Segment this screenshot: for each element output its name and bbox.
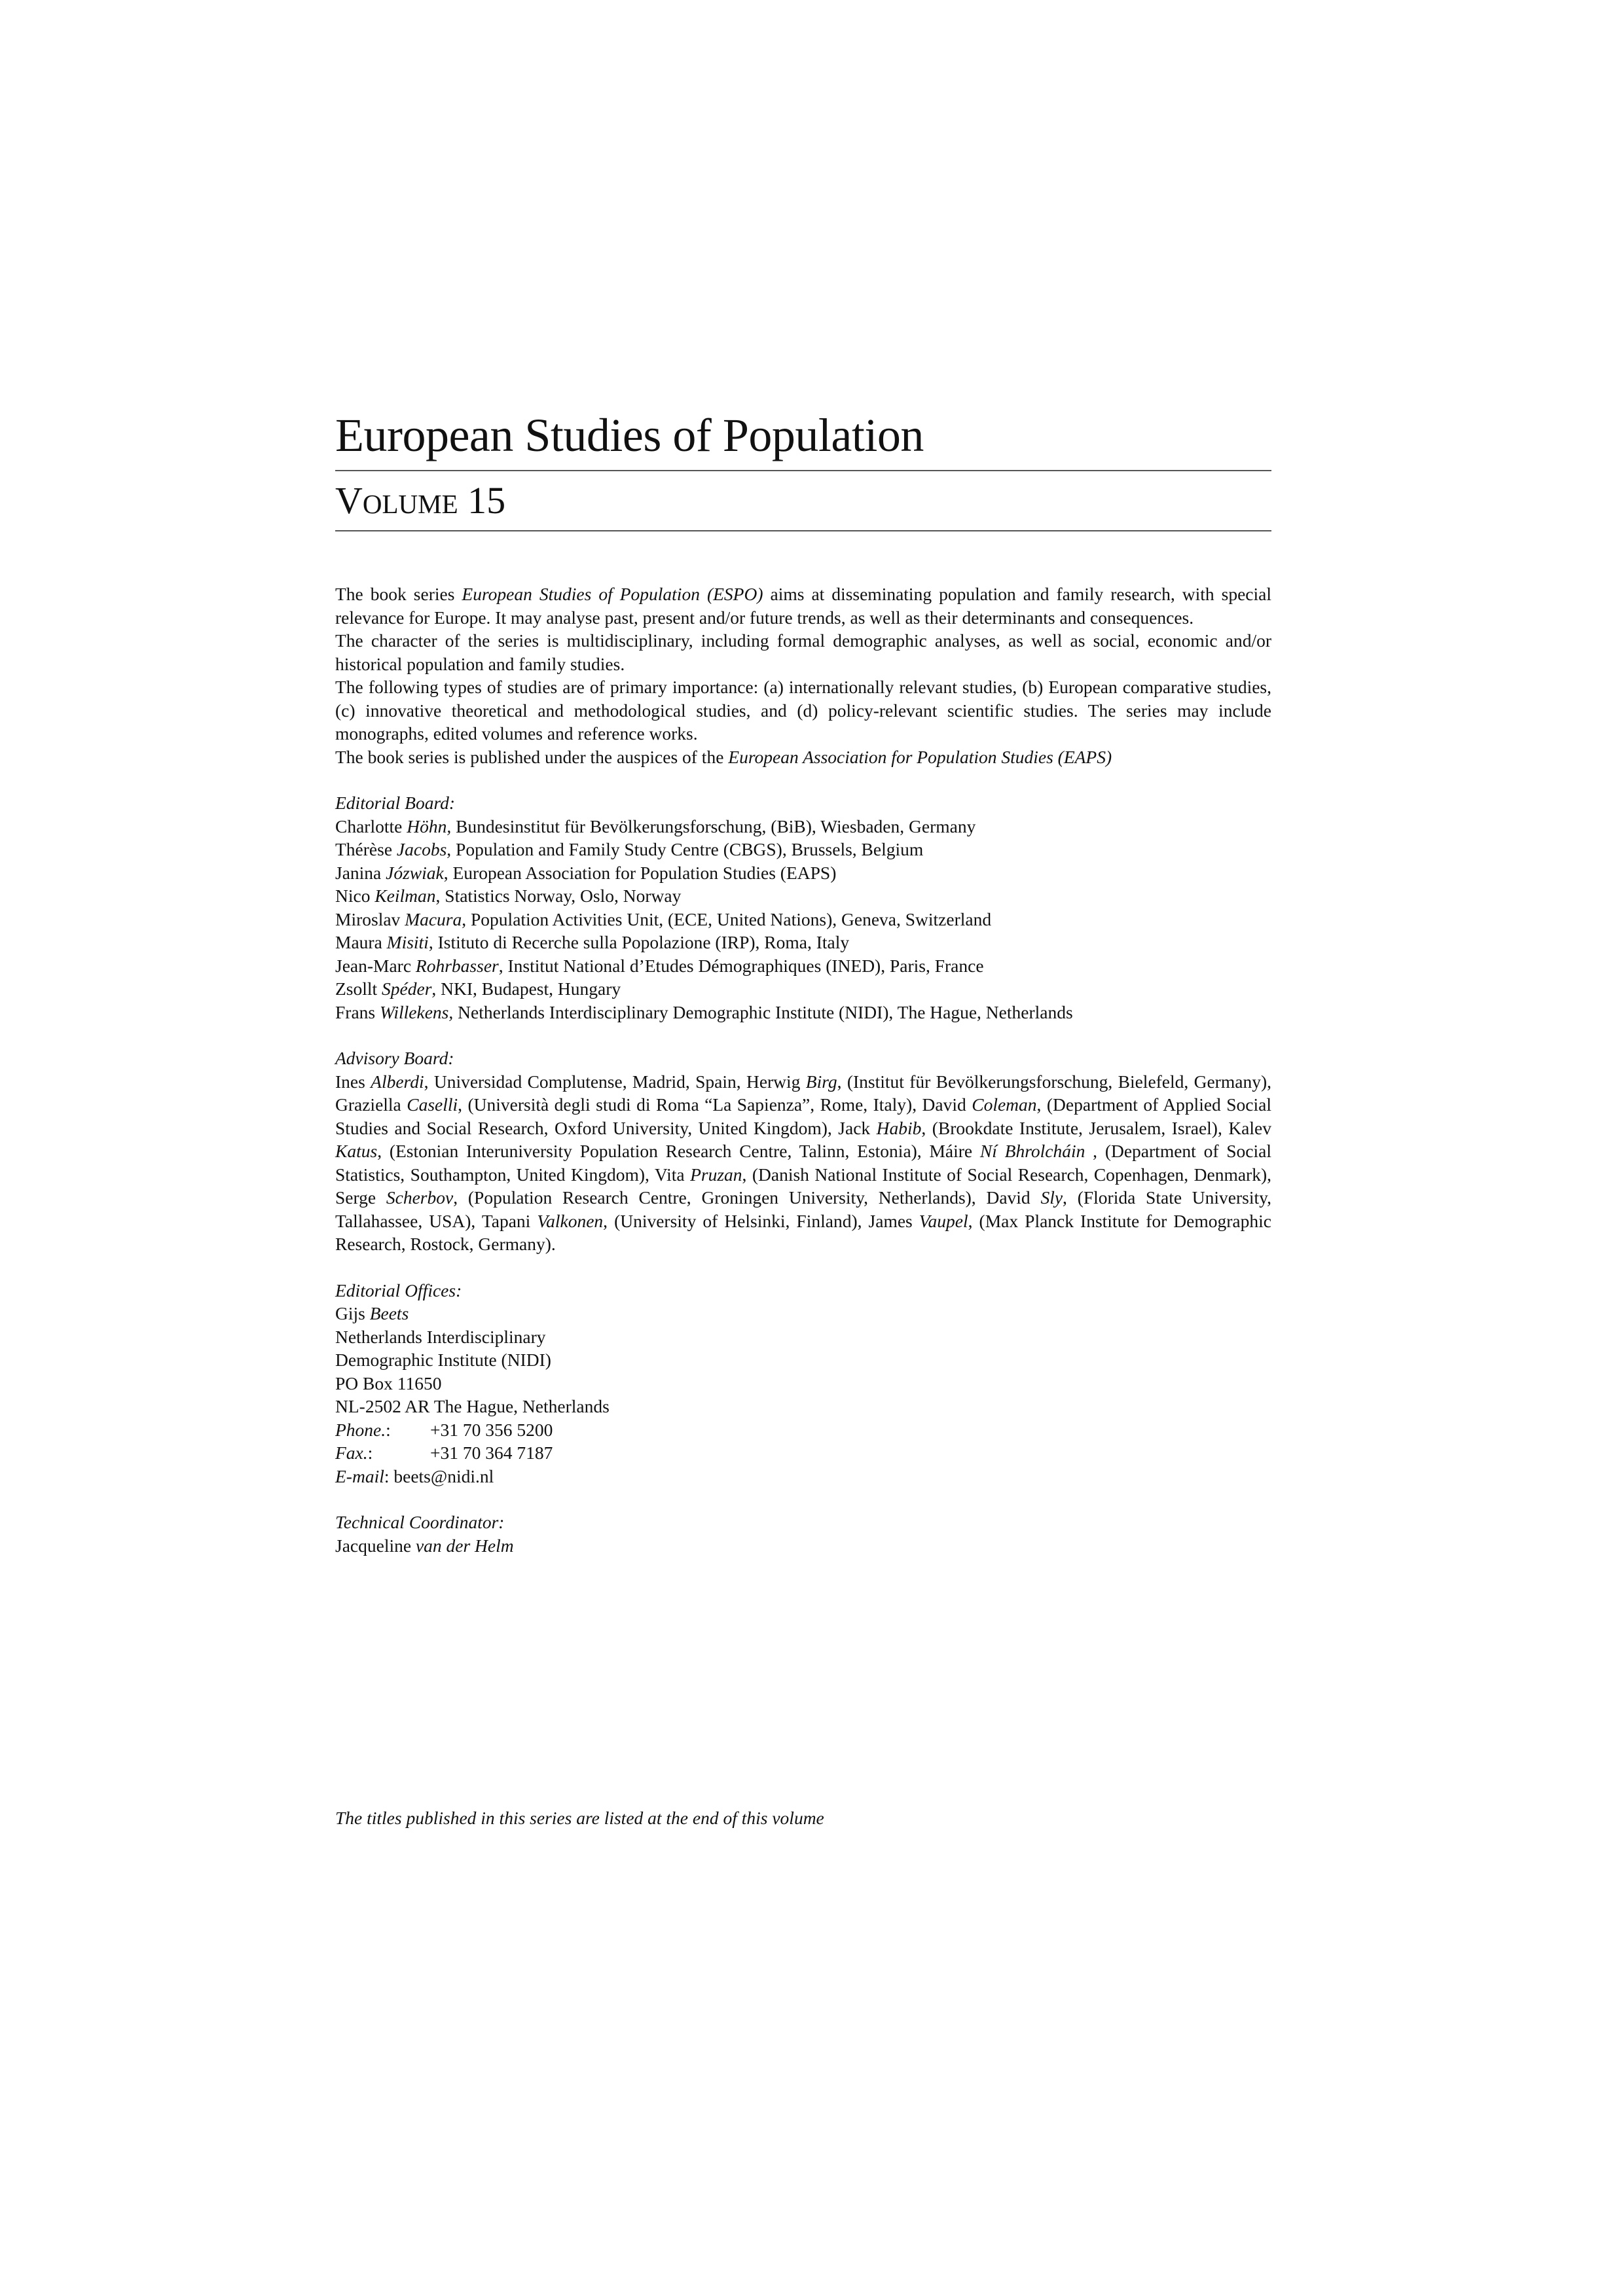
editorial-offices xyxy=(335,1279,1271,1488)
advisor-affiliation: , (Estonian Interuniversity Population Research Centre, Talinn, Estonia), xyxy=(377,1141,930,1161)
address-line: NL-2502 AR The Hague, Netherlands xyxy=(335,1396,610,1416)
advisor-affiliation: , (Population Research Centre, Groningen University, Netherlands), xyxy=(453,1187,987,1208)
series-page xyxy=(335,406,1271,1557)
member-first-name: Jean-Marc xyxy=(335,955,416,976)
member-first-name: Janina xyxy=(335,862,386,883)
advisor-first-name: David xyxy=(986,1187,1041,1208)
member-last-name: Keilman xyxy=(374,886,436,906)
intro-paragraph-2: The character of the series is multidisciplinary, including formal demographic analyses, as well as social, economic and/or historical population and family studies. xyxy=(335,630,1271,674)
fax-number: +31 70 364 7187 xyxy=(430,1443,553,1463)
advisor-last-name: Caselli xyxy=(407,1094,458,1115)
email-row xyxy=(335,1465,1271,1488)
series-titles-note: The titles published in this series are listed at the end of this volume xyxy=(335,1808,824,1828)
contact-first-name: Gijs xyxy=(335,1303,370,1323)
volume-label: Volume 15 xyxy=(335,479,506,522)
office-contact-name xyxy=(335,1302,1271,1325)
advisor-last-name: Habib xyxy=(876,1117,922,1138)
phone-number: +31 70 356 5200 xyxy=(430,1419,553,1440)
title-rule-bottom xyxy=(335,530,1271,531)
technical-coordinator xyxy=(335,1511,1271,1557)
advisor-first-name: James xyxy=(868,1210,919,1231)
member-last-name: Willekens, xyxy=(380,1001,454,1022)
series-description xyxy=(335,583,1271,768)
editorial-board-member xyxy=(335,977,1271,1001)
advisor-affiliation: , (Università degli studi di Roma “La Sapienza”, Rome, Italy), xyxy=(458,1094,922,1115)
member-first-name: Maura xyxy=(335,932,387,952)
address-line: PO Box 11650 xyxy=(335,1372,442,1393)
phone-row xyxy=(335,1418,1271,1442)
editorial-board-member xyxy=(335,931,1271,954)
advisor-first-name: Ines xyxy=(335,1071,371,1092)
member-last-name: Jacobs xyxy=(396,839,447,859)
intro-paragraph-3: The following types of studies are of primary importance: (a) internationally relevant studies, (b) European comparative studies, (c) innovative theoretical and methodological studies, and (d) policy-relevant scientific studies. The series may include monographs, edited volumes and reference works. xyxy=(335,677,1271,744)
intro-text: aims at disseminating population and family research, with special relevance for Europe. It may analyse past, present and/or future trends, as well as their determinants and consequences. xyxy=(335,584,1271,628)
title-rule-top xyxy=(335,470,1271,471)
address-line: Demographic Institute (NIDI) xyxy=(335,1350,551,1370)
editorial-board-list xyxy=(335,815,1271,1024)
coordinator-first-name: Jacqueline xyxy=(335,1535,416,1556)
advisor-last-name: Birg xyxy=(805,1071,837,1092)
editorial-board-member xyxy=(335,954,1271,978)
editorial-board-member xyxy=(335,884,1271,908)
member-affiliation: , Population and Family Study Centre (CBGS), Brussels, Belgium xyxy=(447,839,924,859)
fax-colon: : xyxy=(367,1443,373,1463)
advisor-first-name: Serge xyxy=(335,1187,386,1208)
advisory-board-list xyxy=(335,1070,1271,1256)
editorial-board xyxy=(335,791,1271,1024)
advisor-last-name: Valkonen xyxy=(537,1210,604,1231)
editorial-offices-label: Editorial Offices: xyxy=(335,1280,462,1300)
member-first-name: Charlotte xyxy=(335,816,407,836)
advisor-affiliation: , (University of Helsinki, Finland), xyxy=(603,1210,869,1231)
email-label: E-mail xyxy=(335,1465,384,1486)
technical-coordinator-name xyxy=(335,1534,1271,1558)
contact-last-name: Beets xyxy=(369,1303,409,1323)
phone-label-text: Phone. xyxy=(335,1419,386,1440)
fax-row xyxy=(335,1441,1271,1465)
advisor-first-name: Graziella xyxy=(335,1094,407,1115)
advisor-last-name: Ní Bhrolcháin xyxy=(979,1141,1085,1161)
member-last-name: Józwiak xyxy=(386,862,444,883)
intro-text: The book series is published under the auspices of the xyxy=(335,746,729,767)
advisory-board-label: Advisory Board: xyxy=(335,1048,454,1068)
editorial-board-member xyxy=(335,838,1271,861)
advisor-affiliation: , Universidad Complutense, Madrid, Spain, xyxy=(424,1071,746,1092)
advisor-last-name: Coleman xyxy=(972,1094,1037,1115)
phone-label xyxy=(335,1418,430,1442)
advisor-last-name: Sly xyxy=(1040,1187,1063,1208)
technical-coordinator-label: Technical Coordinator: xyxy=(335,1512,505,1532)
editorial-board-label: Editorial Board: xyxy=(335,793,456,813)
email-address[interactable]: : beets@nidi.nl xyxy=(384,1465,494,1486)
advisor-first-name: Vita xyxy=(654,1164,691,1185)
advisor-affiliation: , (Florida State University, Tallahassee, USA), xyxy=(335,1187,1271,1231)
editorial-board-member xyxy=(335,908,1271,931)
advisory-board xyxy=(335,1047,1271,1256)
advisor-last-name: Vaupel xyxy=(919,1210,968,1231)
fax-label xyxy=(335,1441,430,1465)
advisor-first-name: Herwig xyxy=(746,1071,806,1092)
member-affiliation: Netherlands Interdisciplinary Demographic Institute (NIDI), The Hague, Netherlands xyxy=(453,1001,1073,1022)
series-name-italic: European Studies of Population (ESPO) xyxy=(462,584,763,604)
series-title: European Studies of Population xyxy=(335,409,924,461)
member-affiliation: , Institut National d’Etudes Démographiques (INED), Paris, France xyxy=(498,955,984,976)
member-first-name: Nico xyxy=(335,886,375,906)
eaps-name-italic: European Association for Population Studies (EAPS) xyxy=(728,746,1112,767)
member-first-name: Thérèse xyxy=(335,839,397,859)
advisor-first-name: Jack xyxy=(838,1117,877,1138)
advisor-affiliation: , (Danish National Institute of Social Research, Copenhagen, Denmark), xyxy=(742,1164,1271,1185)
advisor-affiliation: , (Department of Applied Social Studies and Social Research, Oxford University, United Kingdom), xyxy=(335,1094,1271,1138)
member-affiliation: Bundesinstitut für Bevölkerungsforschung, (BiB), Wiesbaden, Germany xyxy=(451,816,976,836)
member-first-name: Frans xyxy=(335,1001,380,1022)
intro-paragraph-4 xyxy=(335,745,1271,769)
member-first-name: Miroslav xyxy=(335,908,405,929)
member-affiliation: , European Association for Population Studies (EAPS) xyxy=(443,862,837,883)
advisor-affiliation: , (Department of Social Statistics, Southampton, United Kingdom), xyxy=(335,1141,1272,1185)
member-last-name: Höhn, xyxy=(407,816,452,836)
editorial-board-member xyxy=(335,1001,1271,1024)
editorial-board-member xyxy=(335,861,1271,885)
member-last-name: Misiti xyxy=(386,932,429,952)
member-last-name: Spéder xyxy=(382,978,432,999)
member-last-name: Rohrbasser xyxy=(415,955,499,976)
member-affiliation: , Population Activities Unit, (ECE, United Nations), Geneva, Switzerland xyxy=(462,908,992,929)
advisor-affiliation: , (Brookdate Institute, Jerusalem, Israel), xyxy=(921,1117,1229,1138)
advisor-last-name: Scherbov xyxy=(386,1187,454,1208)
advisor-last-name: Alberdi xyxy=(371,1071,424,1092)
advisor-first-name: Tapani xyxy=(481,1210,538,1231)
member-affiliation: , Statistics Norway, Oslo, Norway xyxy=(435,886,682,906)
member-first-name: Zsollt xyxy=(335,978,382,999)
fax-label-text: Fax. xyxy=(335,1443,368,1463)
advisor-first-name: Kalev xyxy=(1228,1117,1271,1138)
advisor-last-name: Katus xyxy=(335,1141,378,1161)
member-last-name: Macura xyxy=(405,908,462,929)
intro-paragraph-1 xyxy=(335,583,1271,629)
advisor-first-name: David xyxy=(922,1094,972,1115)
member-affiliation: , Istituto di Recerche sulla Popolazione (IRP), Roma, Italy xyxy=(428,932,850,952)
coordinator-last-name: van der Helm xyxy=(415,1535,514,1556)
phone-colon: : xyxy=(386,1419,391,1440)
advisor-affiliation: , (Max Planck Institute for Demographic Research, Rostock, Germany). xyxy=(335,1210,1271,1254)
advisor-first-name: Máire xyxy=(929,1141,980,1161)
advisor-last-name: Pruzan xyxy=(690,1164,742,1185)
editorial-board-member xyxy=(335,815,1271,838)
address-line: Netherlands Interdisciplinary xyxy=(335,1326,546,1347)
intro-text: The book series xyxy=(335,584,462,604)
advisor-affiliation: , (Institut für Bevölkerungsforschung, Bielefeld, Germany), xyxy=(837,1071,1271,1092)
member-affiliation: , NKI, Budapest, Hungary xyxy=(431,978,621,999)
